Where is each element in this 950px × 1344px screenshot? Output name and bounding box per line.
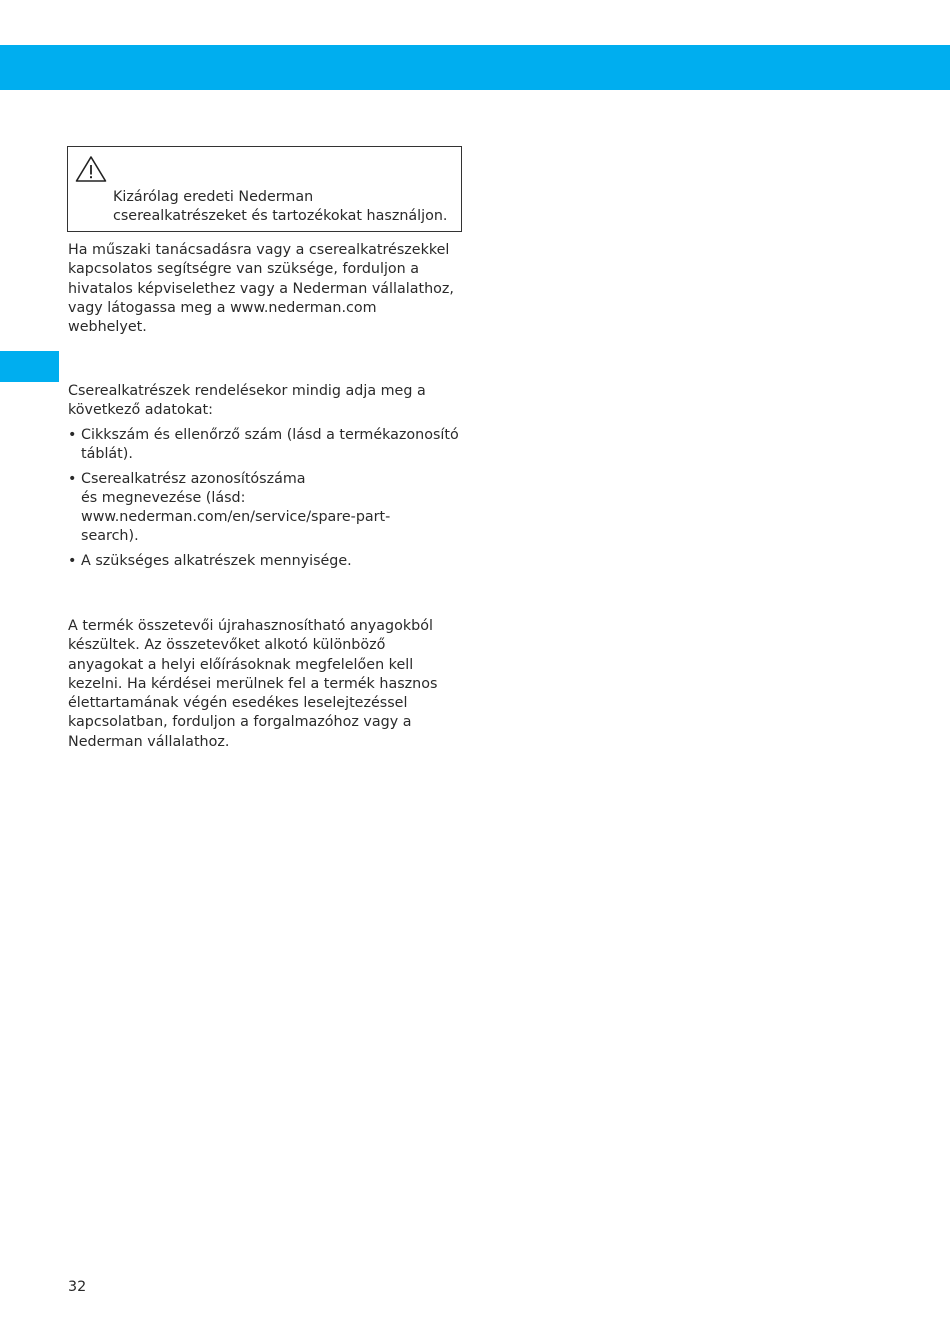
warning-box xyxy=(67,146,462,232)
section-tab-marker xyxy=(0,351,59,382)
ordering-intro xyxy=(68,382,468,421)
paragraph-line: Ha műszaki tanácsadásra vagy a cserealkatrészekkel xyxy=(68,242,450,258)
paragraph-line: webhelyet. xyxy=(68,319,147,336)
list-item-line: search). xyxy=(81,528,139,545)
warning-line: cserealkatrészeket és tartozékokat használjon. xyxy=(113,208,448,225)
ordering-list xyxy=(68,426,468,576)
warning-line: Kizárólag eredeti Nederman xyxy=(113,189,314,205)
paragraph-line: vagy látogassa meg a www.nederman.com xyxy=(68,299,377,316)
recycling-paragraph xyxy=(68,617,468,752)
paragraph-line: hivatalos képviselethez vagy a Nederman vállalathoz, xyxy=(68,280,454,297)
list-item xyxy=(68,426,468,465)
bullet-marker: • xyxy=(68,552,77,569)
list-item-line: Cserealkatrész azonosítószáma xyxy=(81,470,306,487)
bullet-marker: • xyxy=(68,427,77,443)
paragraph-line: kapcsolatos segítségre van szüksége, forduljon a xyxy=(68,261,420,278)
list-item-line: Cikkszám és ellenőrző szám (lásd a termékazonosító xyxy=(81,427,459,443)
paragraph-line: élettartamának végén esedékes leselejtezéssel xyxy=(68,695,408,712)
warning-text xyxy=(113,188,463,227)
list-item-line: és megnevezése (lásd: xyxy=(81,489,246,506)
bullet-marker: • xyxy=(68,470,77,487)
list-item-line: A szükséges alkatrészek mennyisége. xyxy=(81,552,352,569)
header-band xyxy=(0,45,950,90)
paragraph-line: kapcsolatban, forduljon a forgalmazóhoz vagy a xyxy=(68,714,412,731)
list-item-line: www.nederman.com/en/service/spare-part- xyxy=(81,509,391,526)
list-item-line: táblát). xyxy=(81,446,133,463)
paragraph-line: készültek. Az összetevőket alkotó különböző xyxy=(68,637,386,654)
paragraph-line: Cserealkatrészek rendelésekor mindig adja meg a xyxy=(68,383,426,399)
paragraph-line: következő adatokat: xyxy=(68,402,213,419)
warning-triangle-icon xyxy=(75,155,107,183)
list-item xyxy=(68,470,468,547)
list-item xyxy=(68,552,468,571)
paragraph-line: A termék összetevői újrahasznosítható anyagokból xyxy=(68,618,433,634)
paragraph-line: anyagokat a helyi előírásoknak megfelelően kell xyxy=(68,656,414,673)
support-paragraph xyxy=(68,241,468,337)
page-number: 32 xyxy=(68,1279,87,1295)
paragraph-line: Nederman vállalathoz. xyxy=(68,733,230,750)
paragraph-line: kezelni. Ha kérdései merülnek fel a termék hasznos xyxy=(68,675,438,692)
